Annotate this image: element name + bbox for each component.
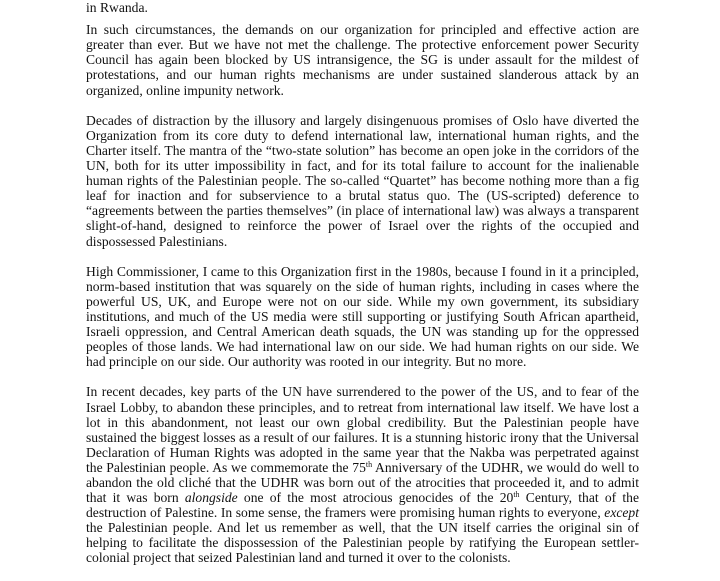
superscript: th xyxy=(513,490,520,500)
paragraph-fragment: in Rwanda. xyxy=(86,0,148,15)
paragraph-high-commissioner: High Commissioner, I came to this Organization first in the 1980s, because I found in it a principled, norm-based institution that was squarely on the side of human rights, including in cases where the powerful US, UK, and Europe were not on our side. While my own government, its subsidiary institutions, and much of the US media were still supporting or justifying South African apartheid, Israeli oppression, and Central American death squads, the UN was standing up for the oppressed peoples of those lands. We had international law on our side. We had human rights on our side. We had principle on our side. Our authority was rooted in our integrity. But no more. xyxy=(86,263,639,370)
superscript: th xyxy=(365,459,373,469)
paragraph-circumstances: In such circumstances, the demands on our organization for principled and effective action are greater than ever. But we have not met the challenge. The protective enforcement power Security Council has again been blocked by US intransigence, the SG is under assault for the mildest of protestations, and our human rights mechanisms are under sustained slanderous attack by an organized, online impunity network. xyxy=(86,22,639,98)
text: Anniversary of the UDHR, we would do well to abandon the old cliché that the UDHR was born out of the atrocities that proceeded it, and to admit that it was born xyxy=(86,459,640,506)
text: In recent decades, key parts of the UN have surrendered to the power of the US, and to fear of the Israel Lobby, to abandon these principles, and to retreat from international law itself. We have lost a lot in this abandonment, not least our own global credibility. But the Palestinian people have sustained the biggest losses as a result of our failures. It is a stunning historic irony that the Universal Declaration of Human Rights was adopted in the same year that the Nakba was perpetrated against the Palestinian people. As we commemorate the 75 xyxy=(86,384,639,475)
emphasis: alongside xyxy=(184,490,238,506)
emphasis: except xyxy=(604,505,639,521)
paragraph-oslo: Decades of distraction by the illusory and largely disingenuous promises of Oslo have diverted the Organization from its core duty to defend international law, international human rights, and the Charter itself. The mantra of the “two-state solution” has become an open joke in the corridors of the UN, both for its utter impossibility in fact, and for its total failure to account for the inalienable human rights of the Palestinian people. The so-called “Quartet” has become nothing more than a fig leaf for inaction and for subservience to a brutal status quo. The (US-scripted) deference to “agreements between the parties themselves” (in place of international law) was always a transparent slight-of-hand, designed to reinforce the power of Israel over the rights of the occupied and dispossessed Palestinians. xyxy=(86,112,639,249)
paragraph-recent-decades xyxy=(86,384,639,565)
document-page xyxy=(86,0,639,581)
text: the Palestinian people. And let us remember as well, that the UN itself carries the original sin of helping to facilitate the dispossession of the Palestinian people by ratifying the European settler-colonial project that seized Palestinian land and turned it over to the colonists. xyxy=(86,520,639,566)
text: one of the most atrocious genocides of the 20 xyxy=(237,490,514,506)
text: Century, that of the destruction of Palestine. In some sense, the framers were promising human rights to everyone, xyxy=(86,490,640,521)
